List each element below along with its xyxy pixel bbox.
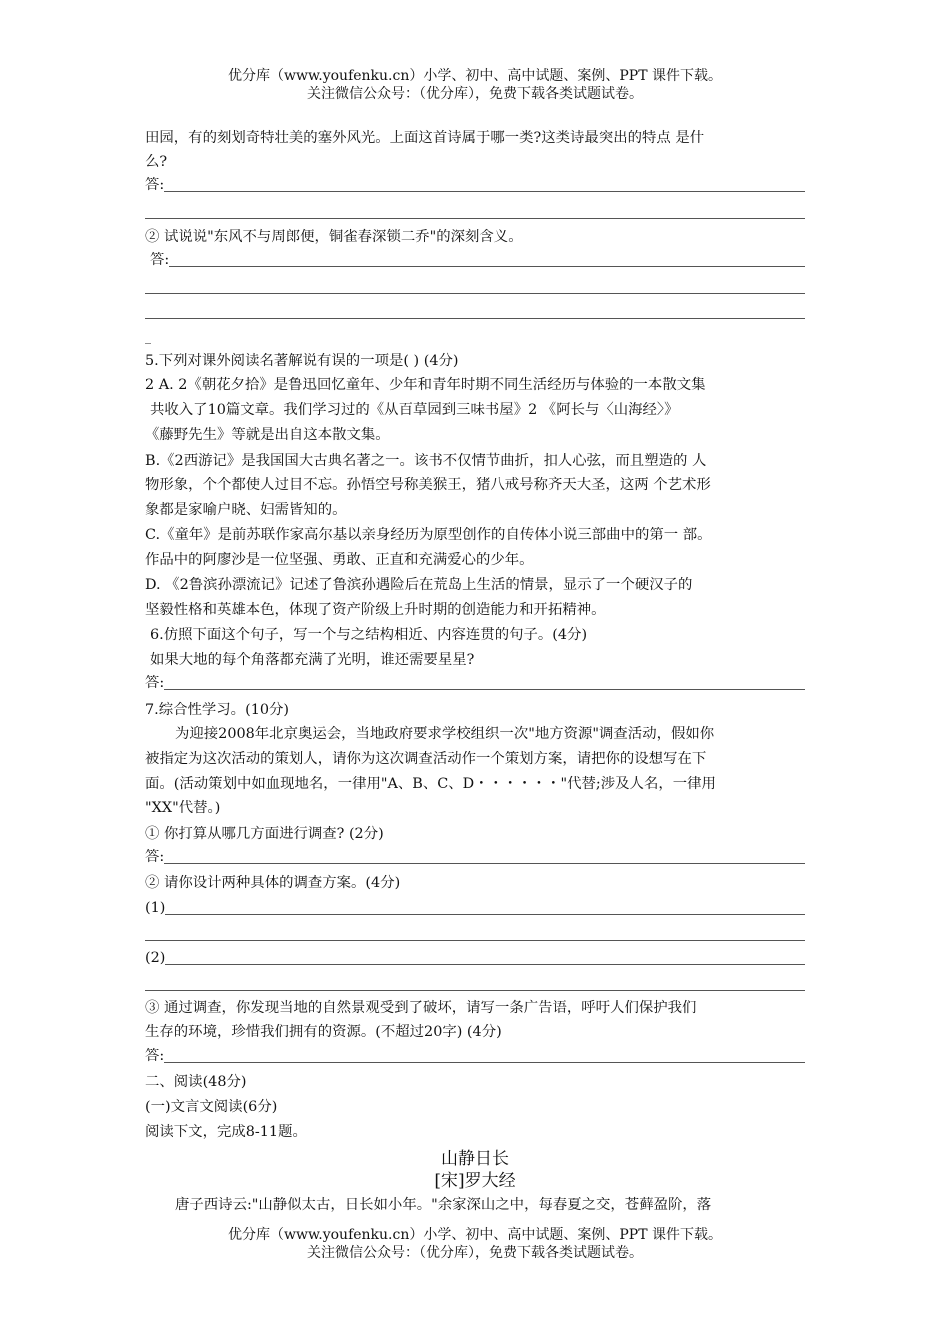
q5-option-c-2: 作品中的阿廖沙是一位坚强、勇敢、正直和充满爱心的少年。	[145, 552, 534, 568]
q7-sub2-plan-2-line[interactable]	[145, 948, 805, 968]
header-line-1: 优分库（www.youfenku.cn）小学、初中、高中试题、案例、PPT 课件下载。	[227, 68, 722, 84]
q4-sub2-answer-line[interactable]	[150, 250, 805, 270]
q7-paragraph-4: "XX"代替。)	[145, 800, 221, 816]
q7-paragraph-3: 面。(活动策划中如血现地名，一律用"A、B、C、D・・・・・・"代替;涉及人名，一律用	[145, 776, 716, 792]
section-heading: 二、阅读(48分)	[145, 1074, 247, 1090]
q5-option-d-2: 坚毅性格和英雄本色，体现了资产阶级上升时期的创造能力和开拓精神。	[145, 602, 606, 618]
subsection-heading: (一)文言文阅读(6分)	[145, 1099, 278, 1115]
q6-stem: 6.仿照下面这个句子，写一个与之结构相近、内容连贯的句子。(4分)	[150, 627, 588, 643]
q5-option-a-2: 共收入了10篇文章。我们学习过的《从百草园到三味书屋》2 《阿长与〈山海经〉》	[150, 402, 679, 418]
q7-sub1-answer-line[interactable]	[145, 847, 805, 867]
q7-paragraph-1: 为迎接2008年北京奥运会，当地政府要求学校组织一次"地方资源"调查活动，假如你	[175, 726, 715, 742]
q7-sub3-answer-line[interactable]	[145, 1046, 805, 1066]
q5-option-a-1: 2 A. 2《朝花夕拾》是鲁迅回忆童年、少年和青年时期不同生活经历与体验的一本散文集	[145, 377, 706, 393]
q4-continuation-1: 田园，有的刻划奇特壮美的塞外风光。上面这首诗属于哪一类?这类诗最突出的特点 是什	[145, 130, 705, 146]
answer-blank-line[interactable]	[145, 218, 805, 219]
reading-instruction: 阅读下文，完成8-11题。	[145, 1124, 307, 1140]
q7-subquestion-1: ① 你打算从哪几方面进行调查? (2分)	[145, 826, 384, 842]
q7-subquestion-3b: 生存的环境，珍惜我们拥有的资源。(不超过20字) (4分)	[145, 1024, 502, 1040]
answer-label: (1)	[145, 900, 166, 916]
header-line-2: 关注微信公众号：（优分库），免费下载各类试题试卷。	[307, 86, 643, 102]
answer-label: 答:	[145, 177, 165, 193]
answer-label: 答:	[145, 849, 165, 865]
q4-subquestion-2: ② 试说说"东风不与周郎便，铜雀春深锁二乔"的深刻含义。	[145, 229, 523, 245]
footer-line-1: 优分库（www.youfenku.cn）小学、初中、高中试题、案例、PPT 课件下载。	[227, 1227, 722, 1243]
q5-option-b-1: B.《2西游记》是我国国大古典名著之一。该书不仅情节曲折，扣人心弦，而且塑造的 人	[145, 453, 707, 469]
q5-option-d-1: D. 《2鲁滨孙漂流记》记述了鲁滨孙遇险后在荒岛上生活的情景，显示了一个硬汉子的	[145, 577, 693, 593]
q7-stem: 7.综合性学习。(10分)	[145, 702, 290, 718]
q6-answer-line[interactable]	[145, 673, 805, 693]
passage-text-1: 唐子西诗云:"山静似太古，日长如小年。"余家深山之中，每春夏之交，苍藓盈阶，落	[175, 1197, 712, 1213]
q4-answer-line[interactable]	[145, 175, 805, 195]
answer-label: 答:	[150, 252, 170, 268]
q5-stem: 5.下列对课外阅读名著解说有误的一项是( ) (4分)	[145, 353, 459, 369]
passage-title: 山静日长	[441, 1149, 509, 1169]
answer-label: (2)	[145, 950, 166, 966]
answer-label: 答:	[145, 675, 165, 691]
q7-subquestion-3a: ③ 通过调查，你发现当地的自然景观受到了破坏，请写一条广告语，呼吁人们保护我们	[145, 1000, 697, 1016]
q5-option-b-3: 象都是家喻户晓、妇需皆知的。	[145, 502, 347, 518]
trailing-dash: _	[145, 330, 151, 344]
q7-sub2-plan-1-line[interactable]	[145, 898, 805, 918]
passage-author: [宋]罗大经	[434, 1171, 516, 1191]
q7-subquestion-2: ② 请你设计两种具体的调查方案。(4分)	[145, 875, 401, 891]
q5-option-a-3: 《藤野先生》等就是出自这本散文集。	[145, 427, 390, 443]
answer-blank-line[interactable]	[145, 940, 805, 941]
q5-option-b-2: 物形象，个个都使人过目不忘。孙悟空号称美猴王，猪八戒号称齐天大圣，这两 个艺术形	[145, 477, 711, 493]
footer-line-2: 关注微信公众号：（优分库），免费下载各类试题试卷。	[307, 1245, 643, 1261]
answer-blank-line[interactable]	[145, 293, 805, 294]
q6-example: 如果大地的每个角落都充满了光明，谁还需要星星?	[150, 652, 475, 668]
q5-option-c-1: C.《童年》是前苏联作家高尔基以亲身经历为原型创作的自传体小说三部曲中的第一 部。	[145, 527, 712, 543]
answer-blank-line[interactable]	[145, 990, 805, 991]
q4-continuation-2: 么?	[145, 154, 168, 170]
q7-paragraph-2: 被指定为这次活动的策划人，请你为这次调查活动作一个策划方案，请把你的设想写在下	[145, 751, 707, 767]
answer-label: 答:	[145, 1048, 165, 1064]
answer-blank-line[interactable]	[145, 318, 805, 319]
